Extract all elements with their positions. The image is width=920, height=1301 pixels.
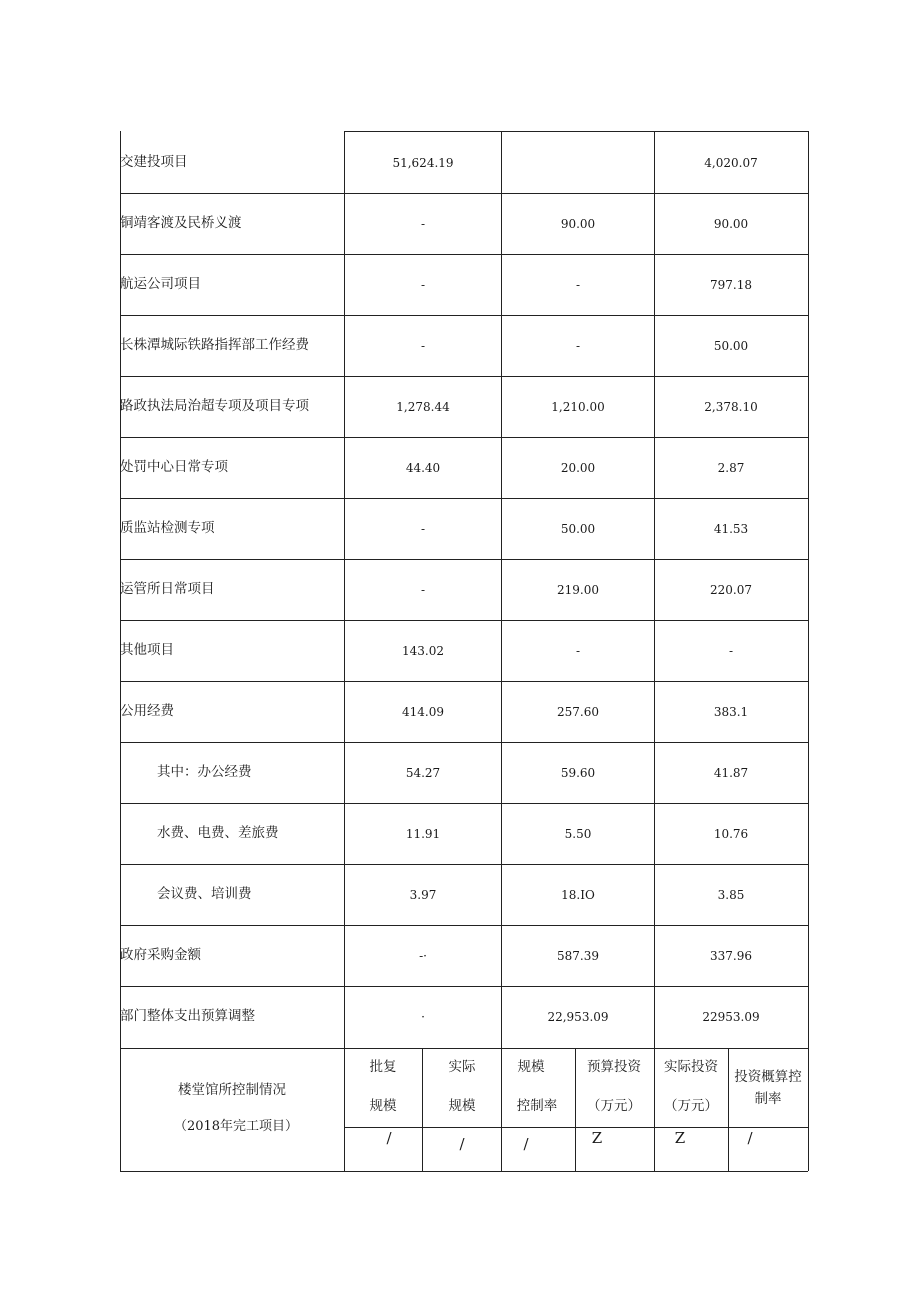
cell-value: - bbox=[575, 644, 581, 658]
row-label: 路政执法局治超专项及项目专项 bbox=[120, 398, 309, 414]
row-label: 其中：办公经费 bbox=[157, 764, 252, 780]
cell-value: -· bbox=[419, 949, 427, 963]
cell-value: 2.87 bbox=[717, 461, 745, 475]
cell-value: 20.00 bbox=[560, 461, 596, 475]
header-approved-scale-2: 规模 bbox=[369, 1098, 397, 1114]
value-scale-control-rate: / bbox=[523, 1135, 529, 1153]
header-estimate-control-rate: 投资概算控 bbox=[734, 1069, 802, 1085]
cell-value: 18.IO bbox=[561, 888, 595, 902]
header-actual-scale: 实际 bbox=[448, 1059, 476, 1075]
cell-value: 2,378.10 bbox=[704, 400, 758, 414]
cell-value: 3.97 bbox=[409, 888, 437, 902]
header-budget-investment-2: （万元） bbox=[587, 1098, 641, 1114]
row-label: 政府采购金额 bbox=[120, 947, 201, 963]
header-budget-investment: 预算投资 bbox=[587, 1059, 641, 1075]
cell-value: 5.50 bbox=[564, 827, 592, 841]
cell-value: - bbox=[420, 522, 426, 536]
cell-value: 143.02 bbox=[402, 644, 444, 658]
row-label: 运管所日常项目 bbox=[120, 581, 215, 597]
row-label: 质监站检测专项 bbox=[120, 520, 215, 536]
cell-value: 41.53 bbox=[713, 522, 749, 536]
value-actual-investment: Z bbox=[674, 1129, 686, 1147]
cell-value: - bbox=[420, 217, 426, 231]
row-label: 部门整体支出预算调整 bbox=[120, 1008, 255, 1024]
cell-value: 220.07 bbox=[710, 583, 752, 597]
cell-value: 587.39 bbox=[557, 949, 599, 963]
header-actual-scale-2: 规模 bbox=[448, 1098, 476, 1114]
row-label: 水费、电费、差旅费 bbox=[157, 825, 279, 841]
cell-value: - bbox=[420, 339, 426, 353]
cell-value: 337.96 bbox=[710, 949, 752, 963]
row-label: 长株潭城际铁路指挥部工作经费 bbox=[120, 337, 309, 353]
cell-value: 414.09 bbox=[402, 705, 444, 719]
row-label: 交建投项目 bbox=[120, 154, 188, 170]
row-label: 公用经费 bbox=[120, 703, 174, 719]
cell-value: 90.00 bbox=[560, 217, 596, 231]
value-estimate-control-rate: / bbox=[747, 1129, 753, 1147]
cell-value: 51,624.19 bbox=[392, 156, 454, 170]
cell-value: 50.00 bbox=[560, 522, 596, 536]
header-scale-control-rate: 规模 bbox=[517, 1059, 545, 1075]
header-approved-scale: 批复 bbox=[369, 1059, 397, 1075]
cell-value: 219.00 bbox=[557, 583, 599, 597]
cell-value: - bbox=[575, 339, 581, 353]
cell-value: · bbox=[421, 1010, 425, 1024]
cell-value: 90.00 bbox=[713, 217, 749, 231]
cell-value: 22953.09 bbox=[702, 1010, 760, 1024]
building-control-subtitle: （2018年完工项目） bbox=[173, 1119, 299, 1134]
cell-value: 257.60 bbox=[557, 705, 599, 719]
cell-value: - bbox=[575, 278, 581, 292]
cell-value: - bbox=[420, 278, 426, 292]
header-actual-investment-2: （万元） bbox=[664, 1098, 718, 1114]
cell-value: 22,953.09 bbox=[547, 1010, 609, 1024]
cell-value: - bbox=[420, 583, 426, 597]
cell-value: 1,278.44 bbox=[396, 400, 450, 414]
cell-value: 10.76 bbox=[713, 827, 749, 841]
cell-value: 41.87 bbox=[713, 766, 749, 780]
cell-value: 44.40 bbox=[405, 461, 441, 475]
row-label: 处罚中心日常专项 bbox=[120, 459, 228, 475]
cell-value: 59.60 bbox=[560, 766, 596, 780]
row-label: 航运公司项目 bbox=[120, 276, 201, 292]
header-scale-control-rate-2: 控制率 bbox=[516, 1098, 558, 1114]
header-estimate-control-rate-2: 制率 bbox=[754, 1091, 782, 1107]
building-control-title: 楼堂馆所控制情况 bbox=[178, 1082, 286, 1098]
cell-value: 1,210.00 bbox=[551, 400, 605, 414]
cell-value: - bbox=[728, 644, 734, 658]
cell-value: 11.91 bbox=[405, 827, 441, 841]
header-actual-investment: 实际投资 bbox=[664, 1059, 718, 1075]
row-label: 会议费、培训费 bbox=[157, 886, 252, 902]
cell-value: 50.00 bbox=[713, 339, 749, 353]
value-approved-scale: / bbox=[386, 1129, 392, 1147]
cell-value: 3.85 bbox=[717, 888, 745, 902]
cell-value: 383.1 bbox=[713, 705, 749, 719]
row-label: 铜靖客渡及民桥义渡 bbox=[120, 215, 242, 231]
cell-value: 54.27 bbox=[405, 766, 441, 780]
cell-value: 4,020.07 bbox=[704, 156, 758, 170]
value-budget-investment: Z bbox=[591, 1129, 603, 1147]
value-actual-scale: / bbox=[459, 1135, 465, 1153]
cell-value: 797.18 bbox=[710, 278, 752, 292]
row-label: 其他项目 bbox=[120, 642, 174, 658]
